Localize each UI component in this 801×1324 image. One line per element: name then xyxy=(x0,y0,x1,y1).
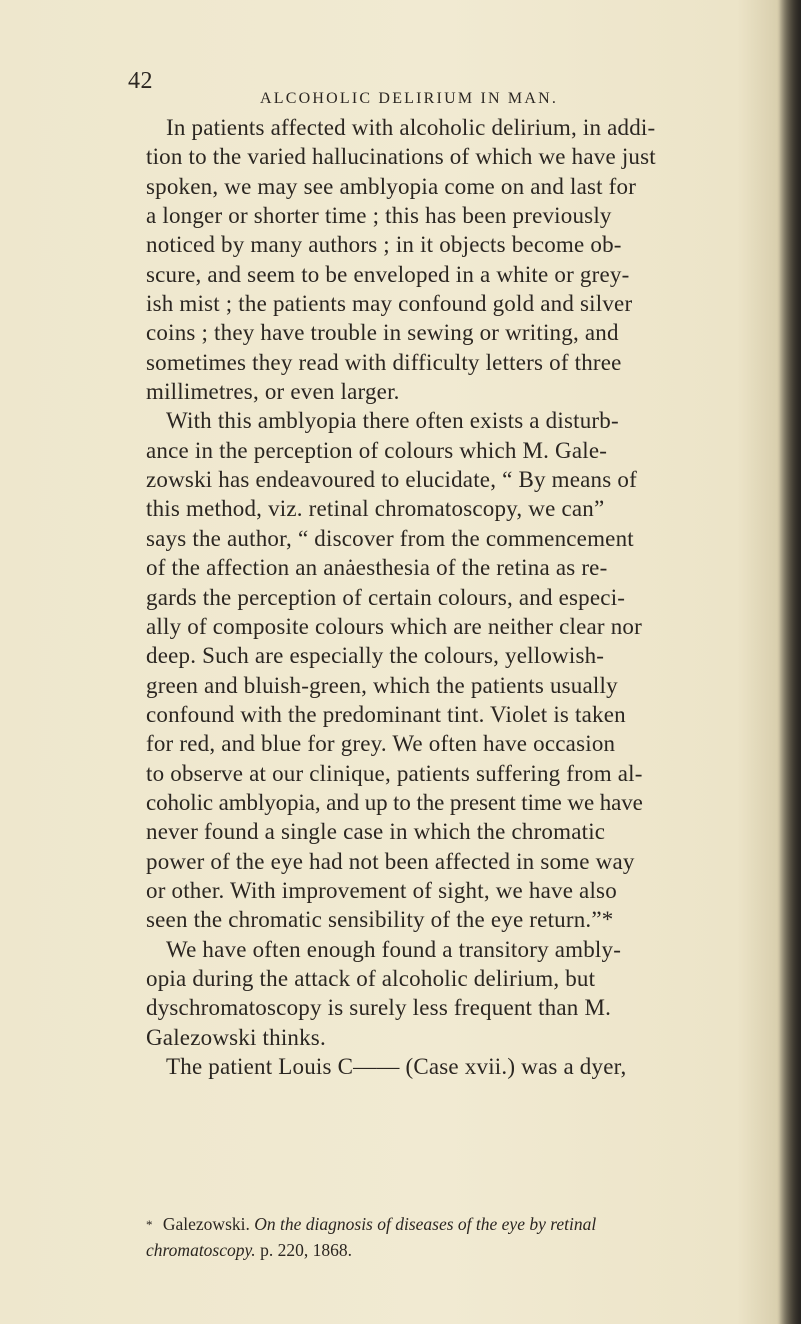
text-line: zowski has endeavoured to elucidate, “ By means of xyxy=(146,467,637,493)
text-line: confound with the predominant tint. Violet is taken xyxy=(146,701,626,727)
text-line: for red, and blue for grey. We often have occasion xyxy=(146,731,616,757)
text-line: sometimes they read with difficulty letters of three xyxy=(146,349,622,375)
text-line: green and bluish-green, which the patients usually xyxy=(146,672,618,698)
footnote-line xyxy=(146,1212,766,1238)
page-edge-shadow xyxy=(779,0,801,1324)
footnote-author: Galezowski. xyxy=(162,1214,250,1234)
text-line: opia during the attack of alcoholic delirium, but xyxy=(146,965,596,991)
text-line: deep. Such are especially the colours, yellowish- xyxy=(146,643,605,669)
body-text xyxy=(146,113,746,1081)
text-line: a longer or shorter time ; this has been previously xyxy=(146,203,612,229)
text-line: We have often enough found a transitory ambly- xyxy=(166,936,622,962)
text-line: seen the chromatic sensibility of the eye return.”* xyxy=(146,907,614,933)
text-line: coins ; they have trouble in sewing or writing, and xyxy=(146,320,619,346)
text-line: ish mist ; the patients may confound gold and silver xyxy=(146,291,633,317)
text-line: scure, and seem to be enveloped in a white or grey- xyxy=(146,261,630,287)
text-line: noticed by many authors ; in it objects become ob- xyxy=(146,232,622,258)
page-header xyxy=(0,68,801,108)
text-line: The patient Louis C—— (Case xvii.) was a dyer, xyxy=(166,1054,627,1079)
text-line: millimetres, or even larger. xyxy=(146,379,400,405)
footnote-title-continued: chromatoscopy. xyxy=(146,1240,256,1260)
text-line: power of the eye had not been affected in some way xyxy=(146,848,635,874)
text-line: ally of composite colours which are neither clear nor xyxy=(146,613,642,639)
text-line: never found a single case in which the chromatic xyxy=(146,819,606,845)
footnote-title: On the diagnosis of diseases of the eye by retinal xyxy=(254,1214,597,1234)
text-line: With this amblyopia there often exists a disturb- xyxy=(166,408,619,434)
text-line: ance in the perception of colours which M. Gale- xyxy=(146,437,608,463)
footnote-line xyxy=(146,1238,766,1262)
footnote xyxy=(146,1212,766,1262)
footnote-citation: p. 220, 1868. xyxy=(260,1240,352,1260)
text-line: to observe at our clinique, patients suffering from al- xyxy=(146,760,643,786)
text-line: spoken, we may see amblyopia come on and last for xyxy=(146,173,637,199)
text-line: coholic amblyopia, and up to the present time we have xyxy=(146,789,643,815)
text-line: In patients affected with alcoholic delirium, in addi- xyxy=(166,115,656,140)
page-number: 42 xyxy=(128,68,153,94)
text-line: dyschromatoscopy is surely less frequent than M. xyxy=(146,995,612,1021)
text-line: Galezowski thinks. xyxy=(146,1024,326,1050)
text-line: tion to the varied hallucinations of which we have just xyxy=(146,144,656,170)
text-line: says the author, “ discover from the commencement xyxy=(146,525,634,551)
text-line: this method, viz. retinal chromatoscopy, we can” xyxy=(146,496,605,522)
text-line: of the affection an anȧesthesia of the retina as re- xyxy=(146,555,608,581)
footnote-marker: * xyxy=(146,1217,153,1232)
text-line: or other. With improvement of sight, we have also xyxy=(146,877,617,903)
text-line: gards the perception of certain colours, and especi- xyxy=(146,584,626,610)
running-head: ALCOHOLIC DELIRIUM IN MAN. xyxy=(260,90,559,107)
